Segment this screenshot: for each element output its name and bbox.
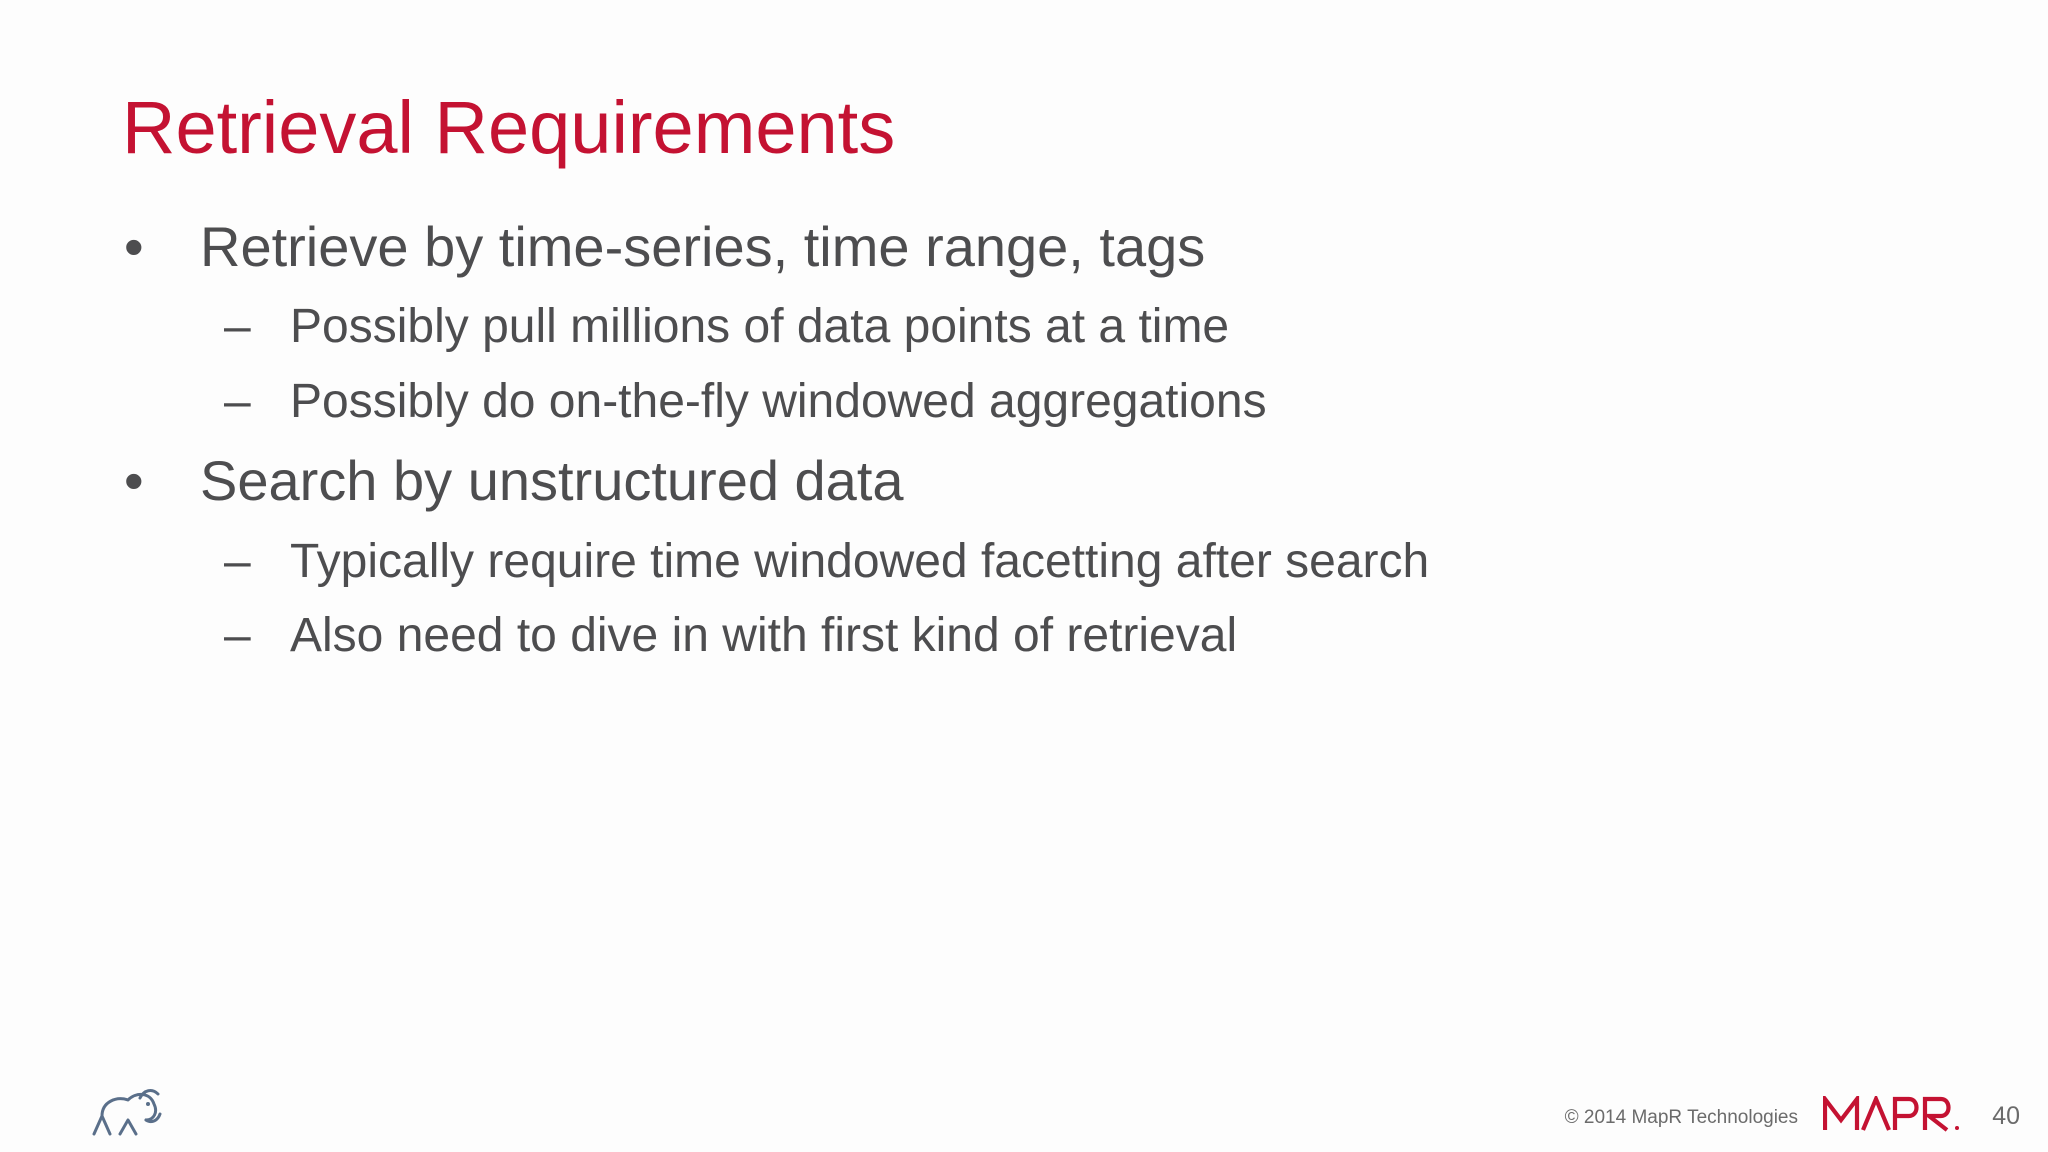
sub-bullet-item (224, 534, 1430, 590)
page-number: 40 (1992, 1102, 2020, 1130)
slide-title: Retrieval Requirements (122, 86, 896, 169)
bullet-item (124, 449, 904, 513)
sub-bullet-item (224, 608, 1238, 664)
sub-bullet-text: Typically require time windowed facetting after search (290, 535, 1430, 588)
copyright-text: © 2014 MapR Technologies (1564, 1107, 1798, 1128)
sub-bullet-item (224, 374, 1267, 430)
sub-bullet-text: Also need to dive in with first kind of retrieval (290, 609, 1238, 662)
bullet-marker: • (124, 215, 144, 278)
sub-bullet-item (224, 299, 1230, 355)
bullet-text: Retrieve by time-series, time range, tags (200, 215, 1206, 278)
sub-bullet-marker: – (224, 535, 251, 588)
sub-bullet-marker: – (224, 375, 251, 428)
bullet-marker: • (124, 449, 144, 512)
sub-bullet-text: Possibly pull millions of data points at a time (290, 300, 1230, 353)
bullet-text: Search by unstructured data (200, 449, 904, 512)
sub-bullet-marker: – (224, 609, 251, 662)
sub-bullet-marker: – (224, 300, 251, 353)
sub-bullet-text: Possibly do on-the-fly windowed aggregations (290, 375, 1267, 428)
mapr-brand-logo (1823, 1096, 1965, 1132)
bullet-item (124, 215, 1206, 279)
elephant-logo-icon (88, 1080, 168, 1136)
